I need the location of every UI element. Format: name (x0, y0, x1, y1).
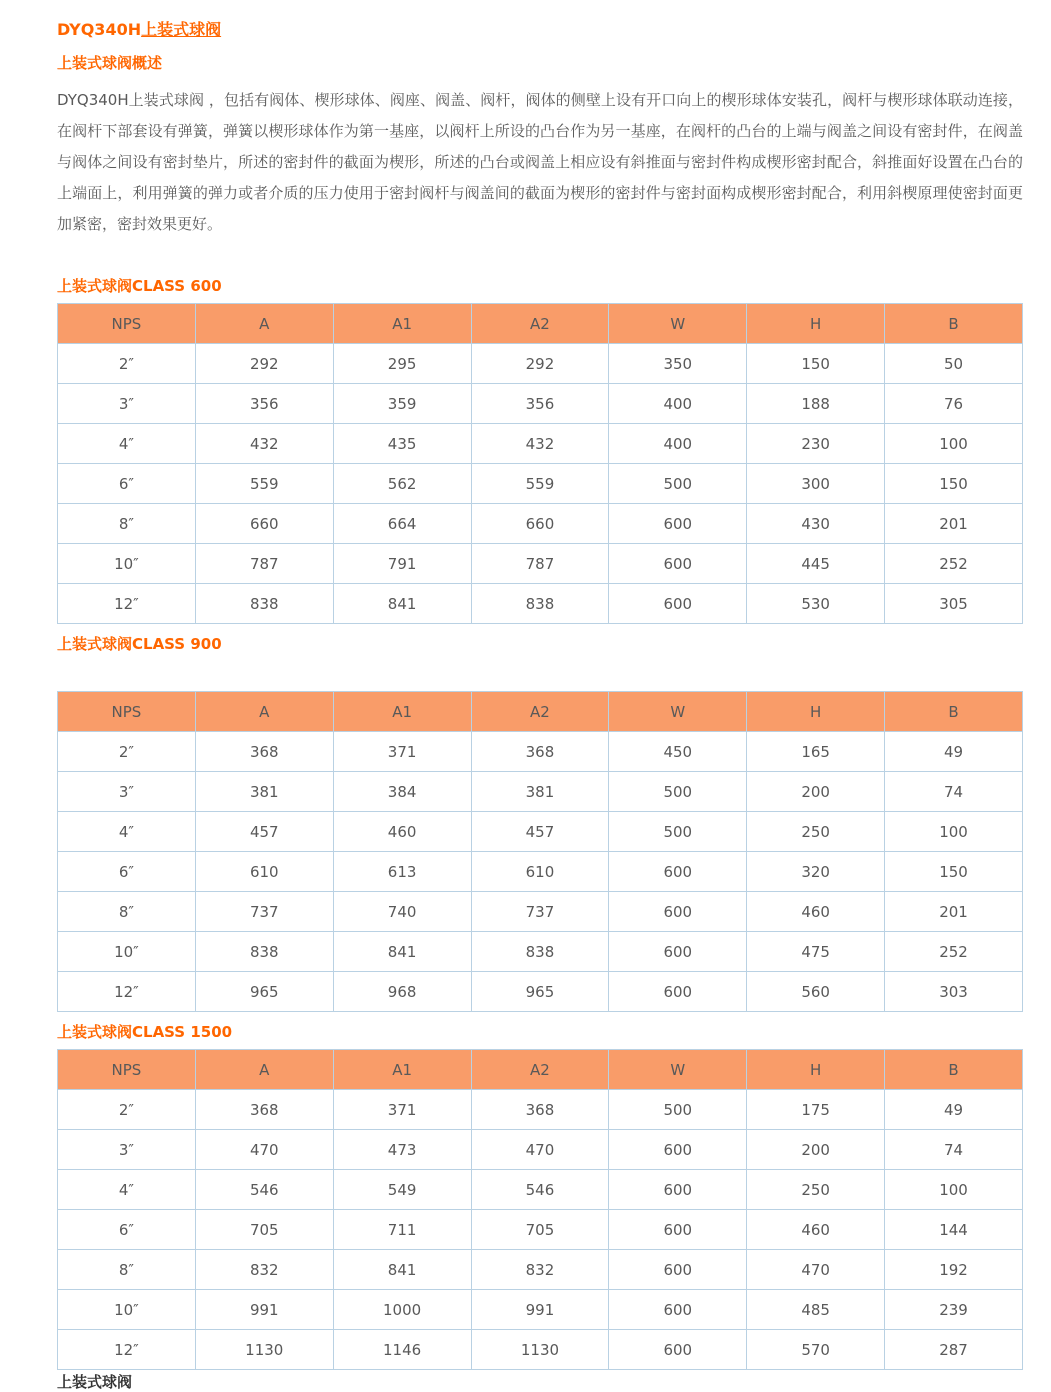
cell-a1: 841 (333, 932, 471, 972)
cell-a2: 368 (471, 1090, 609, 1130)
column-header-nps: NPS (58, 1050, 196, 1090)
table-row (58, 1290, 1023, 1330)
cell-w: 600 (609, 1250, 747, 1290)
table-row (58, 812, 1023, 852)
table-row (58, 424, 1023, 464)
cell-a1: 435 (333, 424, 471, 464)
cell-a2: 356 (471, 384, 609, 424)
cell-a: 705 (195, 1210, 333, 1250)
column-header-h: H (747, 304, 885, 344)
cell-a1: 295 (333, 344, 471, 384)
cell-a1: 664 (333, 504, 471, 544)
table-header-row (58, 1050, 1023, 1090)
column-header-a1: A1 (333, 692, 471, 732)
column-header-w: W (609, 304, 747, 344)
cell-a1: 613 (333, 852, 471, 892)
table-row (58, 584, 1023, 624)
cell-w: 600 (609, 852, 747, 892)
cell-w: 500 (609, 464, 747, 504)
section-heading-class-900: 上装式球阀CLASS 900 (57, 635, 222, 653)
cell-a: 787 (195, 544, 333, 584)
table-row (58, 1170, 1023, 1210)
table-header-row (58, 304, 1023, 344)
table-row (58, 932, 1023, 972)
cell-a2: 457 (471, 812, 609, 852)
cell-h: 570 (747, 1330, 885, 1370)
cell-a: 381 (195, 772, 333, 812)
column-header-w: W (609, 692, 747, 732)
cell-a2: 368 (471, 732, 609, 772)
column-header-a2: A2 (471, 692, 609, 732)
cell-w: 400 (609, 384, 747, 424)
cell-a: 292 (195, 344, 333, 384)
cell-a2: 660 (471, 504, 609, 544)
cell-a2: 470 (471, 1130, 609, 1170)
cell-h: 165 (747, 732, 885, 772)
cell-w: 600 (609, 1210, 747, 1250)
cell-a: 965 (195, 972, 333, 1012)
cell-nps: 4″ (58, 812, 196, 852)
cell-a: 368 (195, 1090, 333, 1130)
cell-a: 457 (195, 812, 333, 852)
dimensions-table-class-900 (57, 691, 1023, 1012)
cell-nps: 6″ (58, 464, 196, 504)
cell-b: 252 (885, 544, 1023, 584)
table-row (58, 732, 1023, 772)
table-row (58, 972, 1023, 1012)
cell-w: 600 (609, 544, 747, 584)
table-row (58, 1090, 1023, 1130)
overview-heading: 上装式球阀概述 (57, 54, 163, 72)
cell-w: 600 (609, 584, 747, 624)
cell-w: 600 (609, 1130, 747, 1170)
cell-a1: 549 (333, 1170, 471, 1210)
table-row (58, 772, 1023, 812)
cell-a: 737 (195, 892, 333, 932)
cell-a1: 841 (333, 584, 471, 624)
cell-a1: 711 (333, 1210, 471, 1250)
section-class-1500 (57, 1023, 1023, 1370)
cell-a2: 559 (471, 464, 609, 504)
cell-a1: 1000 (333, 1290, 471, 1330)
cell-nps: 8″ (58, 1250, 196, 1290)
cell-w: 500 (609, 812, 747, 852)
cell-w: 500 (609, 1090, 747, 1130)
cell-nps: 10″ (58, 544, 196, 584)
column-header-nps: NPS (58, 692, 196, 732)
cell-h: 460 (747, 892, 885, 932)
cell-nps: 12″ (58, 1330, 196, 1370)
cell-a2: 737 (471, 892, 609, 932)
cell-nps: 2″ (58, 1090, 196, 1130)
cell-a2: 432 (471, 424, 609, 464)
cell-b: 150 (885, 464, 1023, 504)
cell-a2: 292 (471, 344, 609, 384)
cell-a: 838 (195, 584, 333, 624)
column-header-a2: A2 (471, 1050, 609, 1090)
cell-nps: 2″ (58, 732, 196, 772)
table-row (58, 852, 1023, 892)
cell-a2: 546 (471, 1170, 609, 1210)
page-title-model: DYQ340H (57, 20, 142, 39)
cell-w: 350 (609, 344, 747, 384)
cell-h: 460 (747, 1210, 885, 1250)
cell-a2: 838 (471, 932, 609, 972)
cell-b: 74 (885, 772, 1023, 812)
cell-a1: 371 (333, 732, 471, 772)
cell-b: 100 (885, 812, 1023, 852)
cell-h: 320 (747, 852, 885, 892)
table-row (58, 464, 1023, 504)
cell-w: 600 (609, 1170, 747, 1210)
cell-a: 610 (195, 852, 333, 892)
cell-b: 144 (885, 1210, 1023, 1250)
column-header-w: W (609, 1050, 747, 1090)
cell-h: 475 (747, 932, 885, 972)
cell-h: 200 (747, 1130, 885, 1170)
cell-h: 430 (747, 504, 885, 544)
cell-a1: 460 (333, 812, 471, 852)
section-heading-class-1500: 上装式球阀CLASS 1500 (57, 1023, 233, 1041)
dimensions-table-class-600 (57, 303, 1023, 624)
cell-w: 600 (609, 504, 747, 544)
cell-b: 100 (885, 1170, 1023, 1210)
cell-h: 445 (747, 544, 885, 584)
cell-a: 832 (195, 1250, 333, 1290)
table-row (58, 1130, 1023, 1170)
cell-nps: 3″ (58, 772, 196, 812)
cell-a2: 381 (471, 772, 609, 812)
table-row (58, 1250, 1023, 1290)
cell-a2: 965 (471, 972, 609, 1012)
cell-w: 450 (609, 732, 747, 772)
cell-w: 600 (609, 972, 747, 1012)
cell-a1: 791 (333, 544, 471, 584)
cell-nps: 4″ (58, 424, 196, 464)
cell-a2: 610 (471, 852, 609, 892)
cell-a: 559 (195, 464, 333, 504)
cell-b: 50 (885, 344, 1023, 384)
cell-a1: 473 (333, 1130, 471, 1170)
cell-b: 201 (885, 504, 1023, 544)
cell-h: 300 (747, 464, 885, 504)
cell-nps: 12″ (58, 972, 196, 1012)
cell-h: 188 (747, 384, 885, 424)
cell-h: 560 (747, 972, 885, 1012)
cell-a: 432 (195, 424, 333, 464)
section-heading-class-600: 上装式球阀CLASS 600 (57, 277, 222, 295)
cell-b: 201 (885, 892, 1023, 932)
cell-w: 600 (609, 1290, 747, 1330)
cell-a1: 562 (333, 464, 471, 504)
cell-a1: 384 (333, 772, 471, 812)
cell-nps: 10″ (58, 932, 196, 972)
cell-w: 600 (609, 892, 747, 932)
page-title (57, 20, 1023, 40)
cell-a1: 740 (333, 892, 471, 932)
table-row (58, 344, 1023, 384)
column-header-a2: A2 (471, 304, 609, 344)
cell-a1: 968 (333, 972, 471, 1012)
cell-h: 470 (747, 1250, 885, 1290)
cell-a1: 1146 (333, 1330, 471, 1370)
column-header-a1: A1 (333, 304, 471, 344)
cell-h: 175 (747, 1090, 885, 1130)
cell-nps: 8″ (58, 504, 196, 544)
cell-a: 660 (195, 504, 333, 544)
cell-a: 546 (195, 1170, 333, 1210)
table-row (58, 1330, 1023, 1370)
next-section-heading-partial: 上装式球阀 (57, 1373, 133, 1391)
cell-nps: 6″ (58, 852, 196, 892)
cell-w: 500 (609, 772, 747, 812)
cell-h: 250 (747, 812, 885, 852)
cell-w: 400 (609, 424, 747, 464)
section-class-900 (57, 635, 1023, 1012)
cell-nps: 4″ (58, 1170, 196, 1210)
cell-b: 305 (885, 584, 1023, 624)
cell-a1: 371 (333, 1090, 471, 1130)
cell-a2: 705 (471, 1210, 609, 1250)
cell-a1: 359 (333, 384, 471, 424)
dimensions-table-class-1500 (57, 1049, 1023, 1370)
table-row (58, 892, 1023, 932)
table-header-row (58, 692, 1023, 732)
cell-h: 530 (747, 584, 885, 624)
cell-a: 991 (195, 1290, 333, 1330)
cell-h: 150 (747, 344, 885, 384)
cell-h: 250 (747, 1170, 885, 1210)
cell-b: 150 (885, 852, 1023, 892)
cell-b: 192 (885, 1250, 1023, 1290)
table-row (58, 504, 1023, 544)
cell-b: 303 (885, 972, 1023, 1012)
cell-w: 600 (609, 932, 747, 972)
cell-b: 239 (885, 1290, 1023, 1330)
cell-b: 252 (885, 932, 1023, 972)
cell-b: 74 (885, 1130, 1023, 1170)
cell-a: 470 (195, 1130, 333, 1170)
cell-a2: 1130 (471, 1330, 609, 1370)
cell-b: 287 (885, 1330, 1023, 1370)
content (57, 20, 1023, 1392)
section-class-600 (57, 277, 1023, 624)
table-row (58, 384, 1023, 424)
cell-h: 485 (747, 1290, 885, 1330)
cell-a: 1130 (195, 1330, 333, 1370)
page-title-link[interactable]: 上装式球阀 (141, 20, 222, 39)
column-header-a: A (195, 692, 333, 732)
cell-nps: 3″ (58, 1130, 196, 1170)
cell-w: 600 (609, 1330, 747, 1370)
cell-a2: 832 (471, 1250, 609, 1290)
cell-nps: 6″ (58, 1210, 196, 1250)
cell-a2: 991 (471, 1290, 609, 1330)
column-header-nps: NPS (58, 304, 196, 344)
cell-h: 200 (747, 772, 885, 812)
cell-a2: 787 (471, 544, 609, 584)
overview-paragraph: DYQ340H上装式球阀 ，包括有阀体、楔形球体、阀座、阀盖、阀杆，阀体的侧壁上设有开口向上的楔形球体安装孔，阀杆与楔形球体联动连接，在阀杆下部套设有弹簧，弹簧以楔形球体作为第一基座，以阀杆上所设的凸台作为另一基座，在阀杆的凸台的上端与阀盖之间设有密封件，在阀盖与阀体之间设有密封垫片，所述的密封件的截面为楔形，所述的凸台或阀盖上相应设有斜推面与密封件构成楔形密封配合，斜推面好设置在凸台的上端面上，利用弹簧的弹力或者介质的压力使用于密封阀杆与阀盖间的截面为楔形的密封件与密封面构成楔形密封配合，利用斜楔原理使密封面更加紧密，密封效果更好。 (57, 91, 1023, 233)
cell-a: 368 (195, 732, 333, 772)
cell-a: 838 (195, 932, 333, 972)
cell-a2: 838 (471, 584, 609, 624)
column-header-b: B (885, 304, 1023, 344)
cell-nps: 3″ (58, 384, 196, 424)
column-header-b: B (885, 692, 1023, 732)
cell-a1: 841 (333, 1250, 471, 1290)
cell-nps: 10″ (58, 1290, 196, 1330)
column-header-h: H (747, 692, 885, 732)
cell-b: 76 (885, 384, 1023, 424)
cell-b: 49 (885, 1090, 1023, 1130)
cell-b: 100 (885, 424, 1023, 464)
cell-h: 230 (747, 424, 885, 464)
column-header-a: A (195, 1050, 333, 1090)
table-row (58, 544, 1023, 584)
cell-nps: 8″ (58, 892, 196, 932)
cell-a: 356 (195, 384, 333, 424)
column-header-a: A (195, 304, 333, 344)
table-row (58, 1210, 1023, 1250)
column-header-b: B (885, 1050, 1023, 1090)
cell-b: 49 (885, 732, 1023, 772)
column-header-a1: A1 (333, 1050, 471, 1090)
cell-nps: 12″ (58, 584, 196, 624)
column-header-h: H (747, 1050, 885, 1090)
cell-nps: 2″ (58, 344, 196, 384)
